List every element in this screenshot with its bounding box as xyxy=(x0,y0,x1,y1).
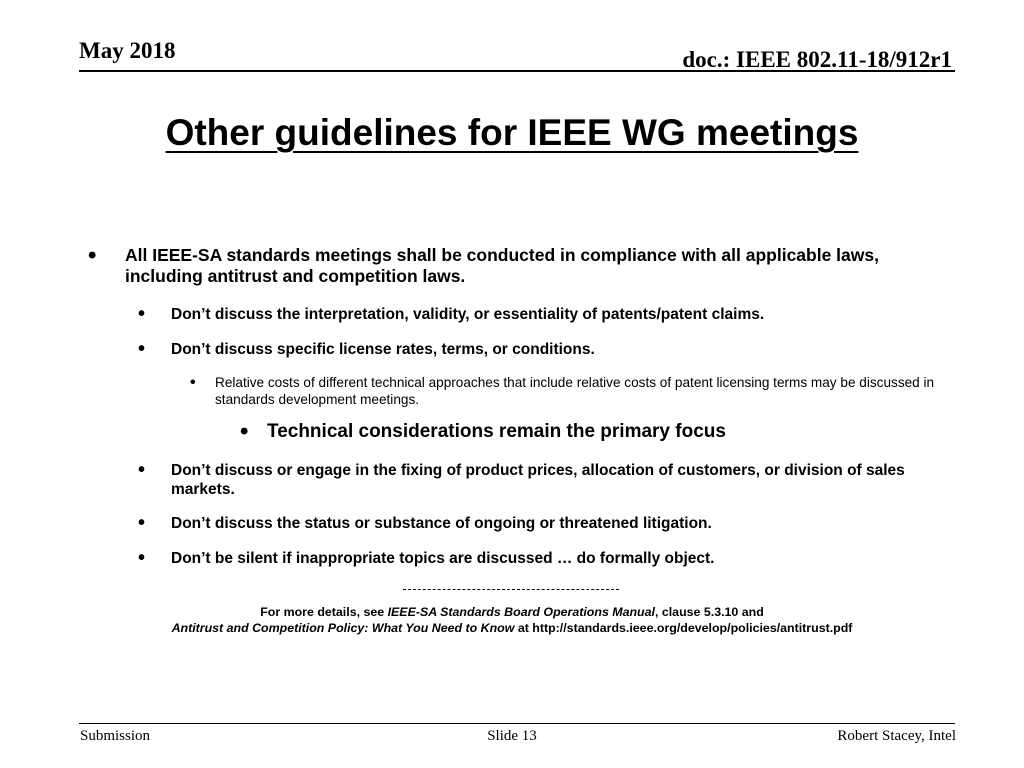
bullet-text: Don’t discuss the status or substance of ongoing or threatened litigation. xyxy=(171,515,712,532)
bullet-text: All IEEE-SA standards meetings shall be conducted in compliance with all applicable laws, including antitrust and competition laws. xyxy=(125,245,879,286)
bullet-dot-icon: • xyxy=(88,242,97,269)
footer-divider xyxy=(79,723,955,724)
bullet-dot-icon: • xyxy=(240,418,249,445)
more-details-line-2 xyxy=(0,620,1024,636)
antitrust-policy-url[interactable]: http://standards.ieee.org/develop/policies/antitrust.pdf xyxy=(532,621,853,635)
bullet-text: Technical considerations remain the primary focus xyxy=(267,421,726,442)
bullet-dot-icon: • xyxy=(138,459,146,481)
header-doc-id: doc.: IEEE 802.11-18/912r1 xyxy=(682,47,952,72)
more-details-line-1 xyxy=(0,604,1024,620)
bullet-sub-patents xyxy=(138,305,938,324)
bullet-dot-icon: • xyxy=(138,512,146,534)
bullet-text: Don’t be silent if inappropriate topics are discussed … do formally object. xyxy=(171,550,715,567)
operations-manual-reference: IEEE-SA Standards Board Operations Manual xyxy=(387,605,655,619)
slide-title-container xyxy=(0,112,1024,154)
header-divider xyxy=(79,70,955,72)
bullet-sub-prices xyxy=(138,461,938,499)
bullet-text: Don’t discuss specific license rates, terms, or conditions. xyxy=(171,341,595,358)
dashed-separator xyxy=(403,589,619,590)
bullet-dot-icon: • xyxy=(190,374,196,391)
bullet-sub-object xyxy=(138,549,938,568)
footer-author: Robert Stacey, Intel xyxy=(837,728,956,744)
footer-slide-number: Slide 13 xyxy=(487,728,537,744)
bullet-dot-icon: • xyxy=(138,547,146,569)
more-details-at: at xyxy=(514,621,533,635)
footer-submission: Submission xyxy=(80,728,151,744)
bullet-text: Don’t discuss or engage in the fixing of product prices, allocation of customers, or division of sales markets. xyxy=(171,462,905,498)
bullet-dot-icon: • xyxy=(138,338,146,360)
bullet-technical-focus xyxy=(240,418,940,445)
bullet-text: Don’t discuss the interpretation, validity, or essentiality of patents/patent claims. xyxy=(171,306,765,323)
bullet-sub-relative-costs xyxy=(190,374,950,408)
slide-title: Other guidelines for IEEE WG meetings xyxy=(165,112,859,153)
bullet-sub-litigation xyxy=(138,514,938,533)
more-details-prefix: For more details, see xyxy=(260,605,388,619)
bullet-main xyxy=(88,242,928,287)
bullet-text: Relative costs of different technical approaches that include relative costs of patent licensing terms may be discussed in standards development meetings. xyxy=(215,375,935,407)
header-date: May 2018 xyxy=(79,38,176,63)
antitrust-policy-reference: Antitrust and Competition Policy: What You Need to Know xyxy=(171,621,515,635)
bullet-sub-license xyxy=(138,340,938,359)
bullet-dot-icon: • xyxy=(138,303,146,325)
more-details-clause: , clause 5.3.10 and xyxy=(654,605,764,619)
